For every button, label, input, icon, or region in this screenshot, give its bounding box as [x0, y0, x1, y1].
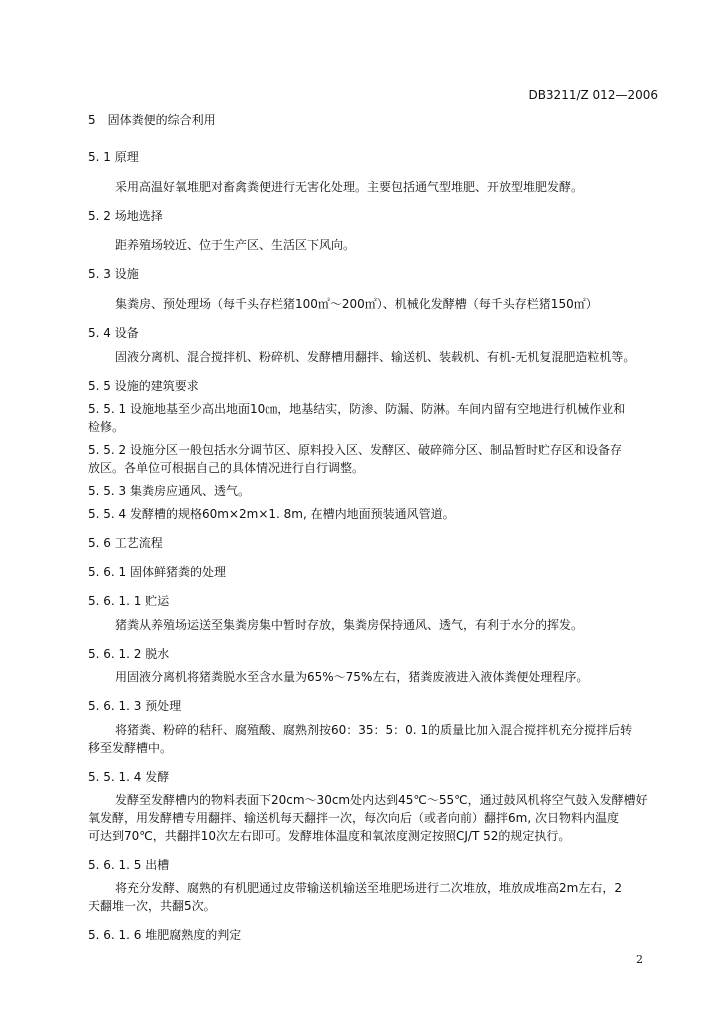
- subsection-heading: 5. 5. 1. 4 发酵: [88, 770, 170, 784]
- subsection-heading: 5. 6 工艺流程: [88, 536, 163, 550]
- paragraph-line: 用固液分离机将猪粪脱水至含水量为65%～75%左右，猪粪废液进入液体粪便处理程序。: [115, 670, 589, 684]
- paragraph-line: 天翻堆一次，共翻5次。: [88, 899, 216, 913]
- paragraph-line: 移至发酵槽中。: [88, 741, 173, 755]
- paragraph-line: 采用高温好氧堆肥对畜禽粪便进行无害化处理。主要包括通气型堆肥、开放型堆肥发酵。: [115, 180, 584, 194]
- paragraph-line: 将充分发酵、腐熟的有机肥通过皮带输送机输送至堆肥场进行二次堆放，堆放成堆高2m左右，2: [115, 881, 622, 895]
- subsection-heading: 5. 6. 1. 2 脱水: [88, 647, 170, 661]
- paragraph-line: 集粪房、预处理场（每千头存栏猪100㎡～200㎡）、机械化发酵槽（每千头存栏猪150㎡）: [115, 297, 598, 311]
- paragraph-line: 检修。: [88, 420, 125, 434]
- clause-line: 5. 5. 2 设施分区一般包括水分调节区、原料投入区、发酵区、破碎筛分区、制品暂时贮存区和设备存: [88, 443, 622, 457]
- paragraph-line: 可达到70℃，共翻拌10次左右即可。发酵堆体温度和氧浓度测定按照CJ/T 52的规定执行。: [88, 829, 571, 843]
- paragraph-line: 猪粪从养殖场运送至集粪房集中暂时存放，集粪房保持通风、透气，有利于水分的挥发。: [115, 618, 584, 632]
- paragraph-line: 固液分离机、混合搅拌机、粉碎机、发酵槽用翻拌、输送机、装载机、有机-无机复混肥造粒机等。: [115, 350, 636, 364]
- paragraph-line: 将猪粪、粉碎的秸秆、腐殖酸、腐熟剂按60：35：5：0. 1的质量比加入混合搅拌机充分搅拌后转: [115, 723, 633, 737]
- subsection-heading: 5. 4 设备: [88, 326, 139, 340]
- subsection-heading: 5. 3 设施: [88, 267, 139, 281]
- subsection-heading: 5. 6. 1. 6 堆肥腐熟度的判定: [88, 928, 242, 942]
- clause-line: 5. 5. 4 发酵槽的规格60m×2m×1. 8m, 在槽内地面预装通风管道。: [88, 507, 455, 521]
- subsection-heading: 5. 6. 1. 5 出槽: [88, 858, 170, 872]
- paragraph-line: 放区。各单位可根据自己的具体情况进行自行调整。: [88, 461, 365, 475]
- subsection-heading: 5. 6. 1 固体鲜猪粪的处理: [88, 565, 226, 579]
- subsection-heading: 5. 5 设施的建筑要求: [88, 379, 199, 393]
- paragraph-line: 氧发酵，用发酵槽专用翻拌、输送机每天翻拌一次，每次向后（或者向前）翻拌6m, 次日物料内温度: [88, 811, 619, 825]
- page-number: 2: [636, 953, 643, 966]
- subsection-heading: 5. 6. 1. 1 贮运: [88, 594, 170, 608]
- paragraph-line: 距养殖场较近、位于生产区、生活区下风向。: [115, 238, 356, 252]
- subsection-heading: 5. 2 场地选择: [88, 209, 163, 223]
- clause-line: 5. 5. 1 设施地基至少高出地面10㎝，地基结实，防渗、防漏、防淋。车间内留有空地进行机械作业和: [88, 402, 626, 416]
- subsection-heading: 5. 1 原理: [88, 150, 139, 164]
- paragraph-line: 发酵至发酵槽内的物料表面下20cm～30cm处内达到45℃～55℃，通过鼓风机将空气鼓入发酵槽好: [115, 793, 648, 807]
- subsection-heading: 5. 6. 1. 3 预处理: [88, 699, 182, 713]
- section-heading: 5 固体粪便的综合利用: [88, 113, 216, 127]
- document-code: DB3211/Z 012—2006: [528, 88, 658, 102]
- clause-line: 5. 5. 3 集粪房应通风、透气。: [88, 484, 250, 498]
